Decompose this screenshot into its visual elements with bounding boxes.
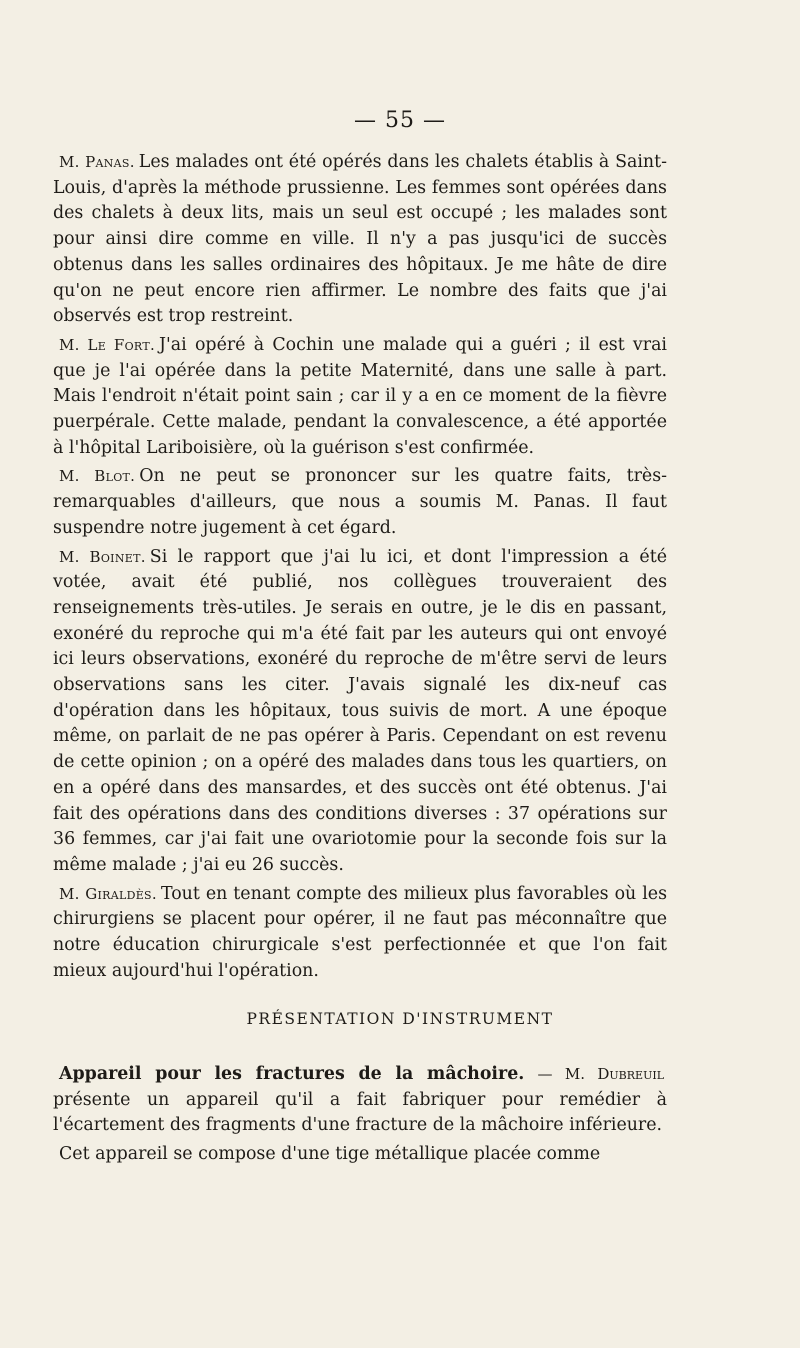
paragraph-text: J'ai opéré à Cochin une malade qui a guéri ; il est vrai que je l'ai opérée dans la petite Maternité, dans une salle à part. Mais l'endroit n'était point sain ; car il y a en ce moment de la fièvre puerpérale. Cette malade, pendant la convalescence, a été apportée à l'hôpital Lariboisière, où la guérison s'est confirmée.: [53, 334, 667, 458]
paragraph-le-fort: [53, 333, 667, 462]
paragraph-text: On ne peut se prononcer sur les quatre faits, très-remarquables d'ailleurs, que nous a soumis M. Panas. Il faut suspendre notre jugement à cet égard.: [53, 466, 667, 538]
paragraph-giraldes: [53, 882, 667, 985]
paragraph-text: Si le rapport que j'ai lu ici, et dont l'impression a été votée, avait été publié, nos collègues trouveraient des renseignements très-utiles. Je serais en outre, je le dis en passant, exonéré du reproche qui m'a été fait par les auteurs qui ont envoyé ici leurs observations, exonéré du reproche de m'être servi de leurs observations sans les citer. J'avais signalé les dix-neuf cas d'opération dans les hôpitaux, tous suivis de mort. A une époque même, on parlait de ne pas opérer à Paris. Cependant on est revenu de cette opinion ; on a opéré des malades dans tous les quartiers, on en a opéré dans des mansardes, et des succès ont été obtenus. J'ai fait des opérations dans des conditions diverses : 37 opérations sur 36 femmes, car j'ai fait une ovariotomie pour la seconde fois sur la même malade ; j'ai eu 26 succès.: [53, 546, 667, 875]
paragraph-blot: [53, 464, 667, 541]
section-heading: PRÉSENTATION D'INSTRUMENT: [246, 1010, 554, 1028]
paragraph-text: Les malades ont été opérés dans les chalets établis à Saint-Louis, d'après la méthode prussienne. Les femmes sont opérées dans des chalets à deux lits, mais un seul est occupé ; les malades sont pour ainsi dire comme en ville. Il n'y a pas jusqu'ici de succès obtenus dans les salles ordinaires des hôpitaux. Je me hâte de dire qu'on ne peut encore rien affirmer. Le nombre des faits que j'ai observés est trop restreint.: [53, 152, 668, 327]
speaker-name: M. Blot.: [59, 467, 136, 486]
paragraph-appareil: [53, 1062, 667, 1139]
page-number: — 55 —: [354, 108, 446, 133]
paragraph-continuation: [53, 1142, 667, 1168]
paragraph-text: Tout en tenant compte des milieux plus favorables où les chirurgiens se placent pour opérer, il ne faut pas méconnaître que notre éducation chirurgicale s'est perfectionnée et que l'on fait mieux aujourd'hui l'opération.: [53, 883, 667, 981]
author-name: — M. Dubreuil: [537, 1065, 664, 1083]
speaker-name: M. Boinet.: [59, 547, 146, 566]
discussion-body: [53, 150, 667, 988]
paragraph-boinet: [53, 545, 667, 879]
paragraph-text: présente un appareil qu'il a fait fabriquer pour remédier à l'écartement des fragments d'une fracture de la mâchoire inférieure.: [53, 1089, 667, 1136]
paragraph-text: Cet appareil se compose d'une tige métallique placée comme: [59, 1144, 601, 1165]
paragraph-lead: Appareil pour les fractures de la mâchoire.: [59, 1064, 525, 1084]
speaker-name: M. Le Fort.: [59, 335, 156, 354]
paragraph-panas: [53, 150, 667, 330]
speaker-name: M. Panas.: [59, 153, 135, 171]
speaker-name: M. Giraldès.: [59, 884, 157, 903]
instrument-body: [53, 1062, 667, 1171]
